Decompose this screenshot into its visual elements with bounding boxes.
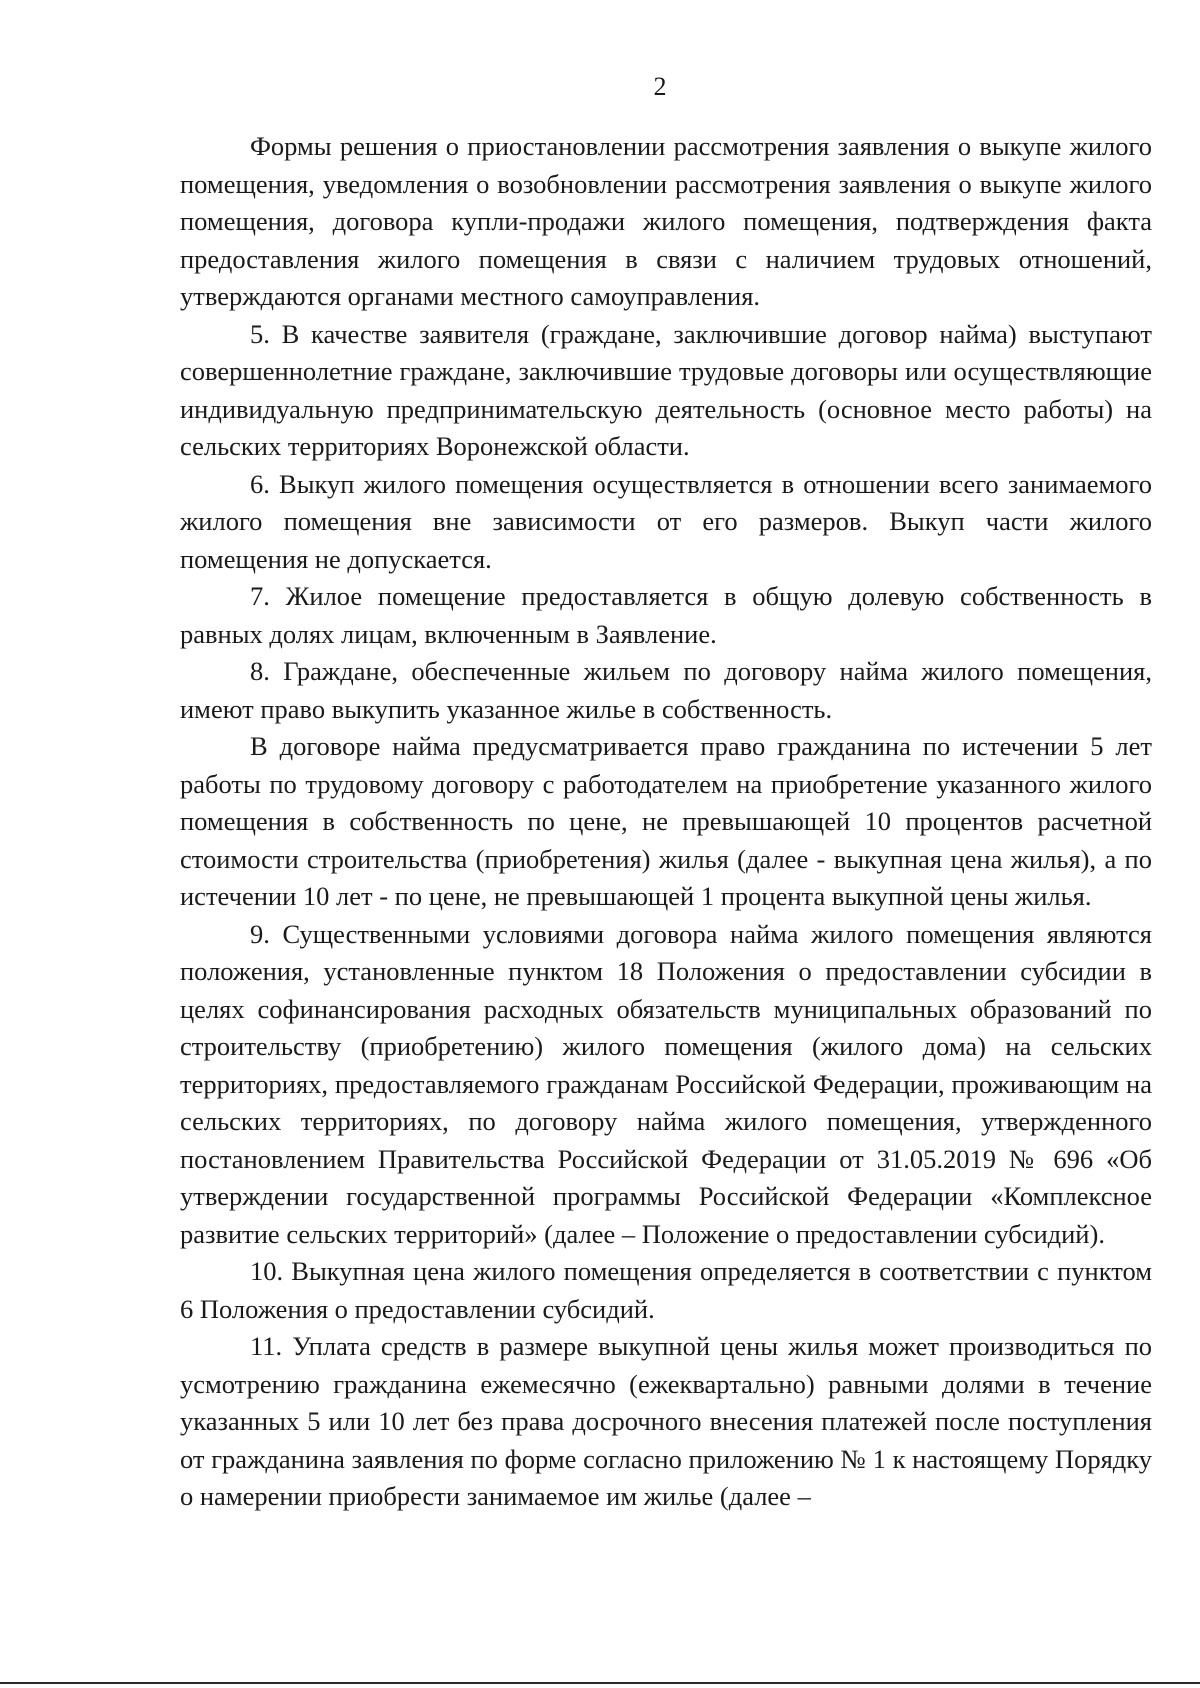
paragraph-item-11: 11. Уплата средств в размере выкупной цены жилья может производиться по усмотрению гражданина ежемесячно (ежеквартально) равными долями в течение указанных 5 или 10 лет без права досрочного внесения платежей после поступления от гражданина заявления по форме согласно приложению № 1 к настоящему Порядку о намерении приобрести занимаемое им жилье (далее – bbox=[180, 1331, 1152, 1511]
paragraph-item-6: 6. Выкуп жилого помещения осуществляется в отношении всего занимаемого жилого помещения вне зависимости от его размеров. Выкуп части жилого помещения не допускается. bbox=[180, 468, 1152, 574]
paragraph-item-8: 8. Граждане, обеспеченные жильем по договору найма жилого помещения, имеют право выкупить указанное жилье в собственность. bbox=[180, 656, 1152, 724]
paragraph-item-7: 7. Жилое помещение предоставляется в общую долевую собственность в равных долях лицам, включенным в Заявление. bbox=[180, 581, 1152, 649]
paragraph-item-9: 9. Существенными условиями договора найма жилого помещения являются положения, установленные пунктом 18 Положения о предоставлении субсидии в целях софинансирования расходных обязательств муниципальных образований по строительству (приобретению) жилого помещения (жилого дома) на сельских территориях, предоставляемого гражданам Российской Федерации, проживающим на сельских территориях, по договору найма жилого помещения, утвержденного постановлением Правительства Российской Федерации от 31.05.2019 № 696 «Об утверждении государственной программы Российской Федерации «Комплексное развитие сельских территорий» (далее – Положение о предоставлении субсидий). bbox=[180, 918, 1152, 1249]
paragraph-item-5: 5. В качестве заявителя (граждане, заключившие договор найма) выступают совершеннолетние граждане, заключившие трудовые договоры или осуществляющие индивидуальную предпринимательскую деятельность (основное место работы) на сельских территориях Воронежской области. bbox=[180, 318, 1152, 461]
bottom-divider bbox=[0, 1682, 1200, 1684]
paragraph-forms-approval: Формы решения о приостановлении рассмотрения заявления о выкупе жилого помещения, уведомления о возобновлении рассмотрения заявления о выкупе жилого помещения, договора купли-продажи жилого помещения, подтверждения факта предоставления жилого помещения в связи с наличием трудовых отношений, утверждаются органами местного самоуправления. bbox=[180, 131, 1152, 311]
paragraph-lease-contract-right: В договоре найма предусматривается право гражданина по истечении 5 лет работы по трудовому договору с работодателем на приобретение указанного жилого помещения в собственность по цене, не превышающей 10 процентов расчетной стоимости строительства (приобретения) жилья (далее - выкупная цена жилья), а по истечении 10 лет - по цене, не превышающей 1 процента выкупной цены жилья. bbox=[180, 731, 1152, 911]
page-number: 2 bbox=[653, 72, 667, 101]
document-body bbox=[180, 128, 1152, 1516]
paragraph-item-10: 10. Выкупная цена жилого помещения определяется в соответствии с пунктом 6 Положения о предоставлении субсидий. bbox=[180, 1256, 1152, 1324]
